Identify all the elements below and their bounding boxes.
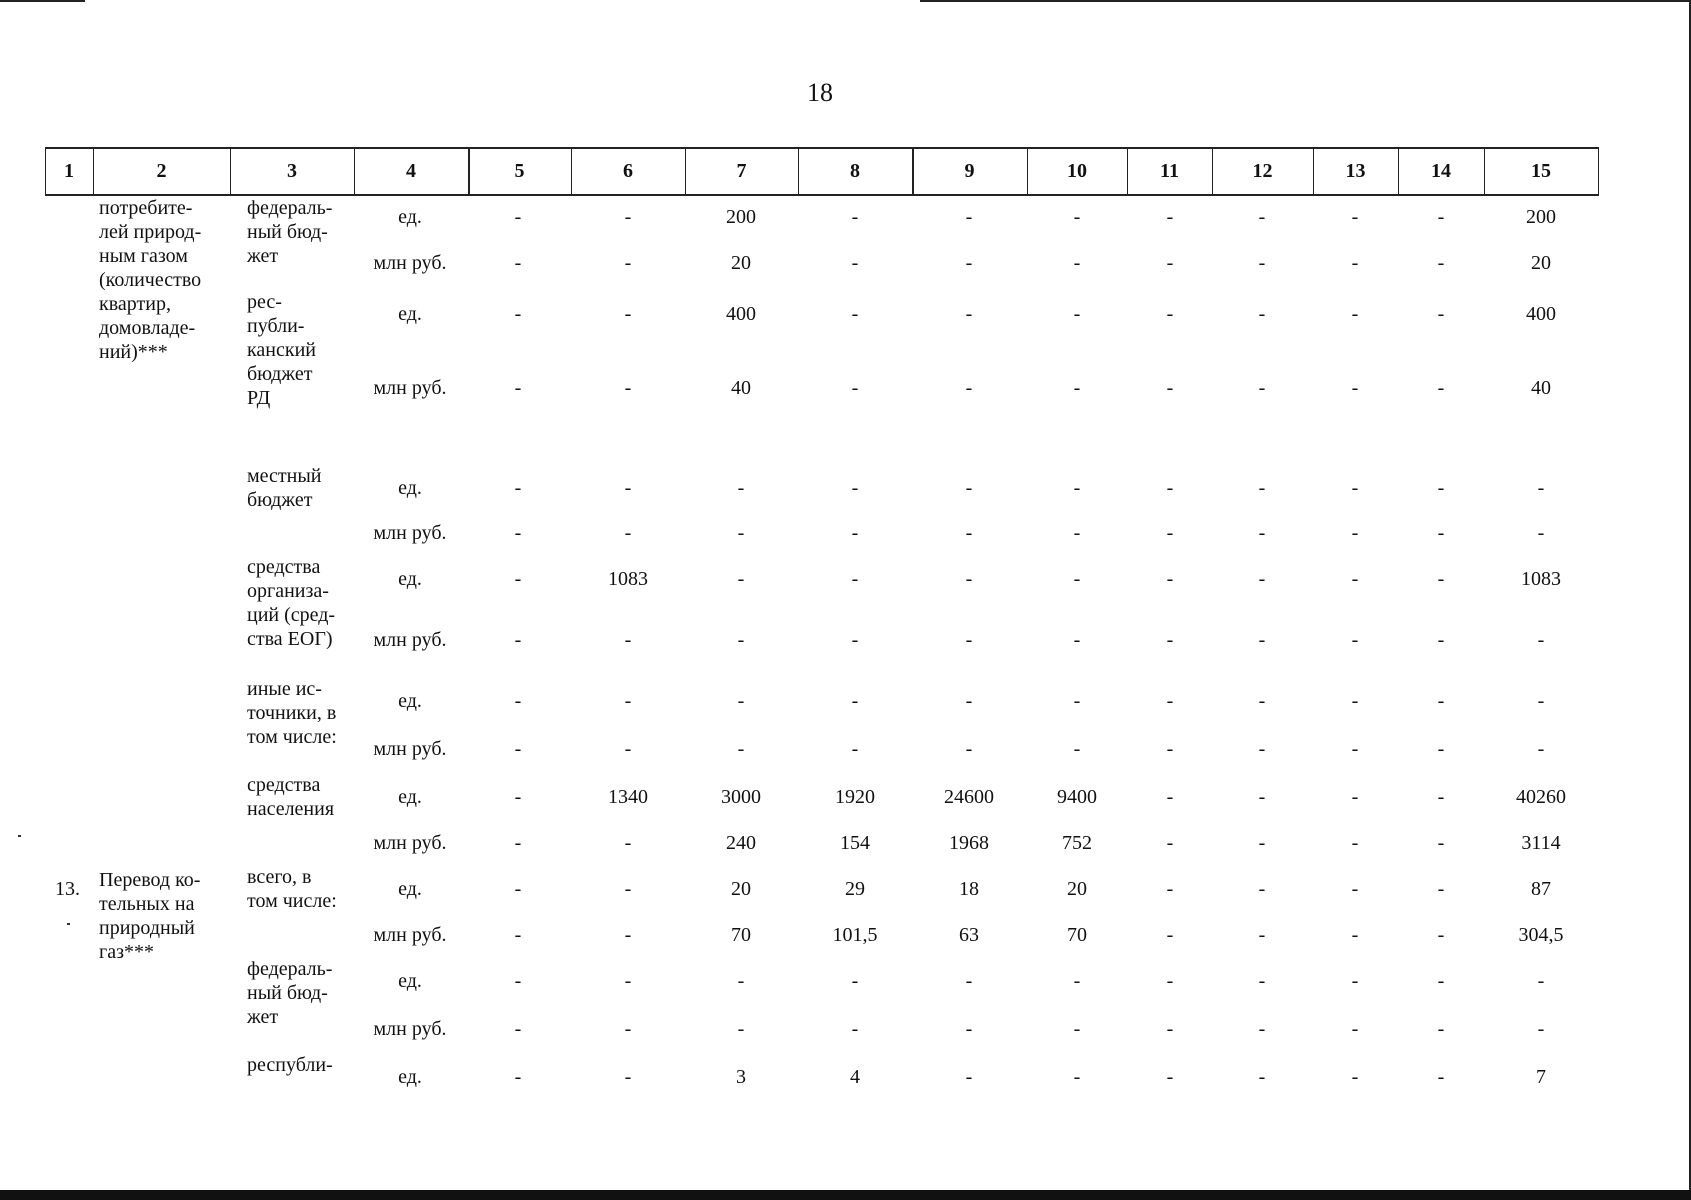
indicator-name [99,868,200,964]
value-cell-col15: - [1537,1018,1545,1040]
value-cell-col6: 1340 [608,786,648,808]
value-cell-col13: - [1351,738,1359,760]
value-cell-col12: - [1258,832,1266,854]
value-cell-col9: - [965,252,973,274]
funding-source-line: публи- [247,315,305,337]
funding-source-line: бюджет [247,489,313,511]
funding-source-line: федераль- [247,197,333,219]
unit-cell: млн руб. [373,1018,447,1040]
funding-source-line: средства [247,556,321,578]
value-cell-col15: - [1537,690,1545,712]
funding-source-line: том числе: [247,890,337,912]
value-cell-col13: - [1351,970,1359,992]
indicator-name-line: ным газом [99,245,188,267]
unit-cell: ед. [398,878,422,900]
value-cell-col15: 40 [1531,377,1551,399]
value-cell-col13: - [1351,690,1359,712]
funding-source-line: жет [247,1006,279,1028]
value-cell-col14: - [1437,786,1445,808]
value-cell-col8: - [851,629,859,651]
unit-cell: млн руб. [373,377,447,399]
header-column-divider [1598,147,1599,195]
value-cell-col11: - [1166,832,1174,854]
value-cell-col11: - [1166,878,1174,900]
indicator-name-line: лей природ- [99,221,202,243]
value-cell-col11: - [1166,377,1174,399]
funding-source-line: населения [247,798,335,820]
value-cell-col15: 1083 [1521,568,1561,590]
value-cell-col5: - [514,970,522,992]
value-cell-col10: - [1073,690,1081,712]
column-header-8: 8 [850,160,860,182]
value-cell-col7: 200 [726,206,756,228]
unit-cell: млн руб. [373,738,447,760]
funding-source-line: ный бюд- [247,221,328,243]
value-cell-col11: - [1166,629,1174,651]
value-cell-col10: - [1073,970,1081,992]
value-cell-col8: 29 [845,878,865,900]
page-number: 18 [807,78,833,107]
value-cell-col8: - [851,377,859,399]
funding-source [247,677,337,749]
unit-cell: млн руб. [373,832,447,854]
value-cell-col7: 400 [726,303,756,325]
value-cell-col15: 3114 [1521,832,1561,854]
column-header-4: 4 [406,160,416,182]
value-cell-col12: - [1258,522,1266,544]
unit-cell: ед. [398,970,422,992]
value-cell-col14: - [1437,878,1445,900]
value-cell-col9: 24600 [944,786,994,808]
value-cell-col5: - [514,786,522,808]
value-cell-col5: - [514,738,522,760]
bottom-scan-border [0,1190,1691,1200]
value-cell-col15: 40260 [1516,786,1566,808]
indicator-name-line: домовладе- [99,317,196,339]
column-header-15: 15 [1531,160,1551,182]
value-cell-col8: - [851,303,859,325]
value-cell-col11: - [1166,924,1174,946]
value-cell-col11: - [1166,477,1174,499]
value-cell-col8: - [851,690,859,712]
value-cell-col12: - [1258,690,1266,712]
value-cell-col12: - [1258,924,1266,946]
value-cell-col12: - [1258,377,1266,399]
column-header-1: 1 [64,160,74,182]
value-cell-col8: - [851,1018,859,1040]
funding-source [247,865,337,913]
value-cell-col10: 752 [1062,832,1092,854]
value-cell-col8: - [851,522,859,544]
indicator-name-line: Перевод ко- [99,869,201,891]
value-cell-col12: - [1258,206,1266,228]
value-cell-col13: - [1351,1018,1359,1040]
value-cell-col6: - [624,738,632,760]
funding-source [247,464,322,512]
unit-cell: млн руб. [373,522,447,544]
value-cell-col10: - [1073,303,1081,325]
value-cell-col8: - [851,970,859,992]
value-cell-col7: - [737,970,745,992]
value-cell-col8: 101,5 [832,924,878,946]
indicator-name-line: природный [99,917,195,939]
funding-source [247,1053,333,1077]
funding-source [247,773,334,821]
value-cell-col15: 200 [1526,206,1556,228]
value-cell-col7: 70 [731,924,751,946]
value-cell-col6: - [624,924,632,946]
value-cell-col7: - [737,522,745,544]
value-cell-col15: - [1537,970,1545,992]
value-cell-col10: - [1073,377,1081,399]
value-cell-col8: - [851,206,859,228]
value-cell-col12: - [1258,786,1266,808]
value-cell-col15: 7 [1536,1066,1546,1088]
value-cell-col13: - [1351,878,1359,900]
funding-source-line: ства ЕОГ) [247,628,333,650]
value-cell-col11: - [1166,568,1174,590]
value-cell-col9: - [965,303,973,325]
value-cell-col14: - [1437,377,1445,399]
value-cell-col5: - [514,303,522,325]
value-cell-col15: - [1537,522,1545,544]
value-cell-col15: 400 [1526,303,1556,325]
indicator-name-line: квартир, [99,293,171,315]
unit-cell: ед. [398,303,422,325]
indicator-name-line: тельных на [99,893,195,915]
value-cell-col12: - [1258,568,1266,590]
value-cell-col7: 3 [736,1066,746,1088]
value-cell-col14: - [1437,924,1445,946]
value-cell-col5: - [514,1018,522,1040]
value-cell-col6: - [624,970,632,992]
value-cell-col5: - [514,377,522,399]
value-cell-col15: - [1537,738,1545,760]
value-cell-col11: - [1166,970,1174,992]
value-cell-col8: - [851,738,859,760]
column-header-5: 5 [514,160,525,182]
value-cell-col6: - [624,377,632,399]
value-cell-col12: - [1258,1018,1266,1040]
unit-cell: ед. [398,690,422,712]
scan-speck [67,923,70,925]
unit-cell: ед. [398,568,422,590]
value-cell-col11: - [1166,303,1174,325]
value-cell-col9: - [965,629,973,651]
value-cell-col12: - [1258,738,1266,760]
value-cell-col5: - [514,690,522,712]
value-cell-col6: - [624,522,632,544]
value-cell-col14: - [1437,477,1445,499]
value-cell-col6: - [624,303,632,325]
value-cell-col8: - [851,477,859,499]
value-cell-col7: 3000 [721,786,761,808]
value-cell-col11: - [1166,786,1174,808]
header-top-line [45,147,1599,149]
funding-source-line: том числе: [247,726,337,748]
value-cell-col13: - [1351,252,1359,274]
value-cell-col14: - [1437,303,1445,325]
value-cell-col13: - [1351,303,1359,325]
value-cell-col13: - [1351,629,1359,651]
value-cell-col14: - [1437,738,1445,760]
value-cell-col13: - [1351,924,1359,946]
top-rule-right [920,0,1691,2]
value-cell-col8: 1920 [835,786,875,808]
funding-source-line: республи- [247,1054,333,1076]
funding-source [247,196,332,268]
value-cell-col6: - [624,252,632,274]
value-cell-col7: 20 [731,252,751,274]
value-cell-col6: - [624,1018,632,1040]
value-cell-col8: - [851,568,859,590]
indicator-name-line: ний)*** [99,341,168,363]
value-cell-col11: - [1166,252,1174,274]
value-cell-col13: - [1351,1066,1359,1088]
column-header-3: 3 [287,160,297,182]
value-cell-col15: 304,5 [1518,924,1564,946]
unit-cell: млн руб. [373,924,447,946]
column-header-6: 6 [623,160,633,182]
value-cell-col5: - [514,252,522,274]
value-cell-col8: 154 [840,832,870,854]
value-cell-col13: - [1351,832,1359,854]
value-cell-col13: - [1351,377,1359,399]
value-cell-col5: - [514,924,522,946]
column-header-9: 9 [964,160,975,182]
funding-source-line: РД [247,387,271,409]
value-cell-col9: 63 [959,924,979,946]
value-cell-col12: - [1258,878,1266,900]
value-cell-col10: - [1073,477,1081,499]
value-cell-col10: 20 [1067,878,1087,900]
value-cell-col10: - [1073,206,1081,228]
value-cell-col9: - [965,206,973,228]
value-cell-col9: - [965,377,973,399]
column-header-13: 13 [1345,160,1366,182]
funding-source-line: ный бюд- [247,982,328,1004]
value-cell-col7: 240 [726,832,756,854]
unit-cell: млн руб. [373,629,447,651]
value-cell-col9: - [965,1066,973,1088]
funding-source-line: местный [247,465,322,487]
value-cell-col8: - [851,252,859,274]
value-cell-col7: 20 [731,878,751,900]
row-number: 13. [55,878,80,900]
value-cell-col10: - [1073,738,1081,760]
value-cell-col5: - [514,206,522,228]
top-rule-left [0,0,85,2]
value-cell-col11: - [1166,1066,1174,1088]
value-cell-col15: - [1537,477,1545,499]
value-cell-col14: - [1437,1018,1445,1040]
value-cell-col5: - [514,629,522,651]
value-cell-col15: 20 [1531,252,1551,274]
value-cell-col14: - [1437,568,1445,590]
funding-source-line: всего, в [247,866,312,888]
column-header-12: 12 [1252,160,1273,182]
value-cell-col12: - [1258,252,1266,274]
value-cell-col9: - [965,738,973,760]
indicator-name-line: газ*** [99,941,154,963]
value-cell-col7: - [737,738,745,760]
unit-cell: ед. [398,786,422,808]
funding-source [247,555,335,651]
value-cell-col7: - [737,477,745,499]
value-cell-col6: - [624,206,632,228]
indicator-name-line: (количество [99,269,202,291]
value-cell-col10: 70 [1067,924,1087,946]
value-cell-col14: - [1437,629,1445,651]
value-cell-col10: - [1073,252,1081,274]
funding-source-line: ций (сред- [247,604,336,626]
funding-source-line: средства [247,774,321,796]
value-cell-col10: - [1073,629,1081,651]
value-cell-col6: - [624,690,632,712]
funding-source [247,290,316,410]
value-cell-col10: 9400 [1057,786,1097,808]
value-cell-col11: - [1166,522,1174,544]
value-cell-col12: - [1258,970,1266,992]
column-header-10: 10 [1067,160,1087,182]
value-cell-col14: - [1437,522,1445,544]
value-cell-col11: - [1166,690,1174,712]
value-cell-col14: - [1437,970,1445,992]
value-cell-col6: - [624,1066,632,1088]
value-cell-col9: - [965,568,973,590]
value-cell-col15: 87 [1531,878,1551,900]
unit-cell: ед. [398,477,422,499]
value-cell-col13: - [1351,206,1359,228]
value-cell-col14: - [1437,1066,1445,1088]
value-cell-col14: - [1437,690,1445,712]
value-cell-col15: - [1537,629,1545,651]
indicator-name [99,196,201,364]
value-cell-col13: - [1351,786,1359,808]
value-cell-col14: - [1437,206,1445,228]
value-cell-col5: - [514,878,522,900]
value-cell-col9: - [965,1018,973,1040]
value-cell-col13: - [1351,522,1359,544]
value-cell-col10: - [1073,522,1081,544]
column-header-2: 2 [156,160,167,182]
funding-source-line: точники, в [247,702,337,724]
value-cell-col11: - [1166,1018,1174,1040]
unit-cell: млн руб. [373,252,447,274]
column-header-7: 7 [736,160,747,182]
value-cell-col12: - [1258,629,1266,651]
funding-source-line: бюджет [247,363,313,385]
scan-speck [18,835,21,837]
value-cell-col6: 1083 [608,568,648,590]
value-cell-col5: - [514,832,522,854]
value-cell-col6: - [624,878,632,900]
value-cell-col5: - [514,1066,522,1088]
funding-source-line: канский [247,339,316,361]
value-cell-col5: - [514,568,522,590]
unit-cell: ед. [398,206,422,228]
value-cell-col7: - [737,690,745,712]
value-cell-col14: - [1437,252,1445,274]
value-cell-col12: - [1258,1066,1266,1088]
value-cell-col10: - [1073,568,1081,590]
value-cell-col10: - [1073,1066,1081,1088]
value-cell-col7: - [737,568,745,590]
funding-source-line: организа- [247,580,329,602]
unit-cell: ед. [398,1066,422,1088]
value-cell-col9: - [965,970,973,992]
value-cell-col14: - [1437,832,1445,854]
funding-source [247,957,332,1029]
value-cell-col12: - [1258,303,1266,325]
value-cell-col9: - [965,477,973,499]
value-cell-col13: - [1351,568,1359,590]
value-cell-col9: 18 [959,878,979,900]
value-cell-col9: - [965,690,973,712]
value-cell-col8: 4 [850,1066,860,1088]
value-cell-col10: - [1073,1018,1081,1040]
value-cell-col12: - [1258,477,1266,499]
value-cell-col6: - [624,629,632,651]
value-cell-col13: - [1351,477,1359,499]
column-header-14: 14 [1431,160,1451,182]
funding-source-line: рес- [247,291,282,313]
value-cell-col6: - [624,477,632,499]
funding-source-line: иные ис- [247,678,322,700]
value-cell-col7: 40 [731,377,751,399]
indicator-name-line: потребите- [99,197,193,219]
funding-source-line: жет [247,245,279,267]
funding-source-line: федераль- [247,958,333,980]
value-cell-col9: 1968 [949,832,989,854]
value-cell-col11: - [1166,738,1174,760]
column-header-11: 11 [1160,160,1179,182]
value-cell-col5: - [514,477,522,499]
value-cell-col9: - [965,522,973,544]
value-cell-col5: - [514,522,522,544]
value-cell-col7: - [737,1018,745,1040]
value-cell-col6: - [624,832,632,854]
value-cell-col11: - [1166,206,1174,228]
value-cell-col7: - [737,629,745,651]
